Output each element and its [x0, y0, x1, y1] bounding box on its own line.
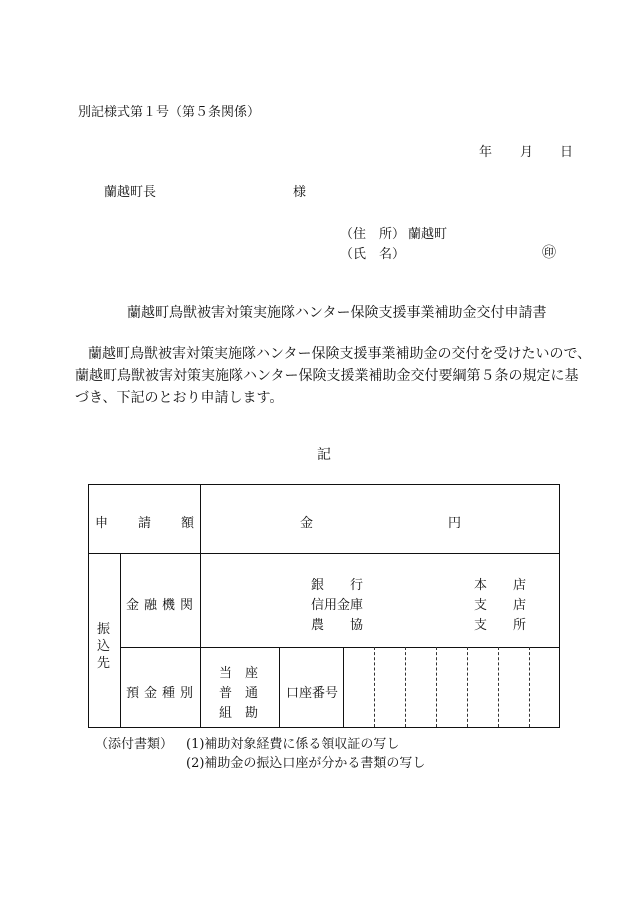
transfer-label	[97, 621, 110, 672]
amount-yen-prefix: 金	[300, 516, 314, 531]
addressee-honorific: 様	[293, 185, 307, 200]
branch-type-office: 支 所	[474, 618, 527, 633]
deposit-label-char: 預	[126, 686, 140, 701]
body-line-1: 蘭越町鳥獣被害対策実施隊ハンター保険支援事業補助金の交付を受けたいので、	[88, 346, 592, 362]
date-day-label: 日	[560, 145, 574, 160]
table-col-divider-transfer	[120, 553, 121, 728]
table-border-left	[88, 484, 89, 728]
account-digit-divider	[405, 647, 406, 727]
body-line-2: 蘭越町鳥獣被害対策実施隊ハンター保険支援業補助金交付要綱第５条の規定に基	[75, 368, 579, 384]
table-col-divider-deposit	[279, 647, 280, 728]
transfer-label-char: 振	[97, 622, 111, 637]
bank-type-shinkin: 信用金庫	[311, 598, 364, 613]
deposit-label-char: 種	[162, 686, 176, 701]
account-digit-divider	[498, 647, 499, 727]
branch-type-branch: 支 店	[474, 598, 527, 613]
date-month-label: 月	[520, 145, 534, 160]
bank-label-char: 関	[180, 598, 194, 613]
table-row-divider-1	[88, 553, 560, 554]
bank-label-char: 融	[144, 598, 158, 613]
form-label: 別記様式第１号（第５条関係）	[78, 105, 261, 120]
bank-label-char: 機	[162, 598, 176, 613]
branch-type-head: 本 店	[474, 578, 527, 593]
body-line-3: づき、下記のとおり申請します。	[75, 390, 284, 406]
table-border-top	[88, 484, 560, 485]
account-number-label: 口座番号	[286, 686, 339, 701]
deposit-label	[126, 682, 193, 701]
addressee-name: 蘭越町長	[104, 185, 157, 200]
date-year-label: 年	[479, 145, 493, 160]
table-row-divider-2	[120, 647, 560, 648]
account-digit-divider	[374, 647, 375, 727]
document-title: 蘭越町鳥獣被害対策実施隊ハンター保険支援事業補助金交付申請書	[127, 305, 547, 321]
bank-label-char: 金	[126, 598, 140, 613]
table-col-divider-label	[200, 484, 201, 728]
address-label: （住 所）	[340, 227, 406, 242]
amount-label-char: 請	[138, 516, 152, 531]
bank-type-nokyo: 農 協	[311, 618, 364, 633]
deposit-type-current: 当 座	[219, 666, 259, 681]
bank-label	[126, 594, 193, 613]
account-digit-divider	[436, 647, 437, 727]
table-col-divider-account	[343, 647, 344, 728]
amount-yen-unit: 円	[448, 516, 462, 531]
account-digit-divider	[529, 647, 530, 727]
transfer-label-char: 込	[97, 639, 111, 654]
deposit-type-kumikan: 組 勘	[219, 706, 259, 721]
deposit-label-char: 別	[180, 686, 194, 701]
attachment-item-1: (1)補助対象経費に係る領収証の写し	[186, 737, 400, 752]
transfer-label-char: 先	[97, 656, 111, 671]
table-border-bottom	[88, 727, 560, 728]
amount-label	[95, 512, 194, 531]
deposit-type-ordinary: 普 通	[219, 686, 259, 701]
bank-type-bank: 銀 行	[311, 578, 364, 593]
attachments-label: （添付書類）	[95, 737, 174, 752]
account-digit-divider	[467, 647, 468, 727]
seal-mark: ㊞	[542, 245, 556, 261]
address-value: 蘭越町	[408, 227, 448, 242]
attachment-item-2: (2)補助金の振込口座が分かる書類の写し	[186, 756, 426, 771]
amount-label-char: 申	[95, 516, 109, 531]
deposit-label-char: 金	[144, 686, 158, 701]
table-border-right	[559, 484, 560, 728]
amount-label-char: 額	[181, 516, 195, 531]
name-label: （氏 名）	[340, 247, 406, 262]
ki-heading: 記	[317, 447, 331, 463]
